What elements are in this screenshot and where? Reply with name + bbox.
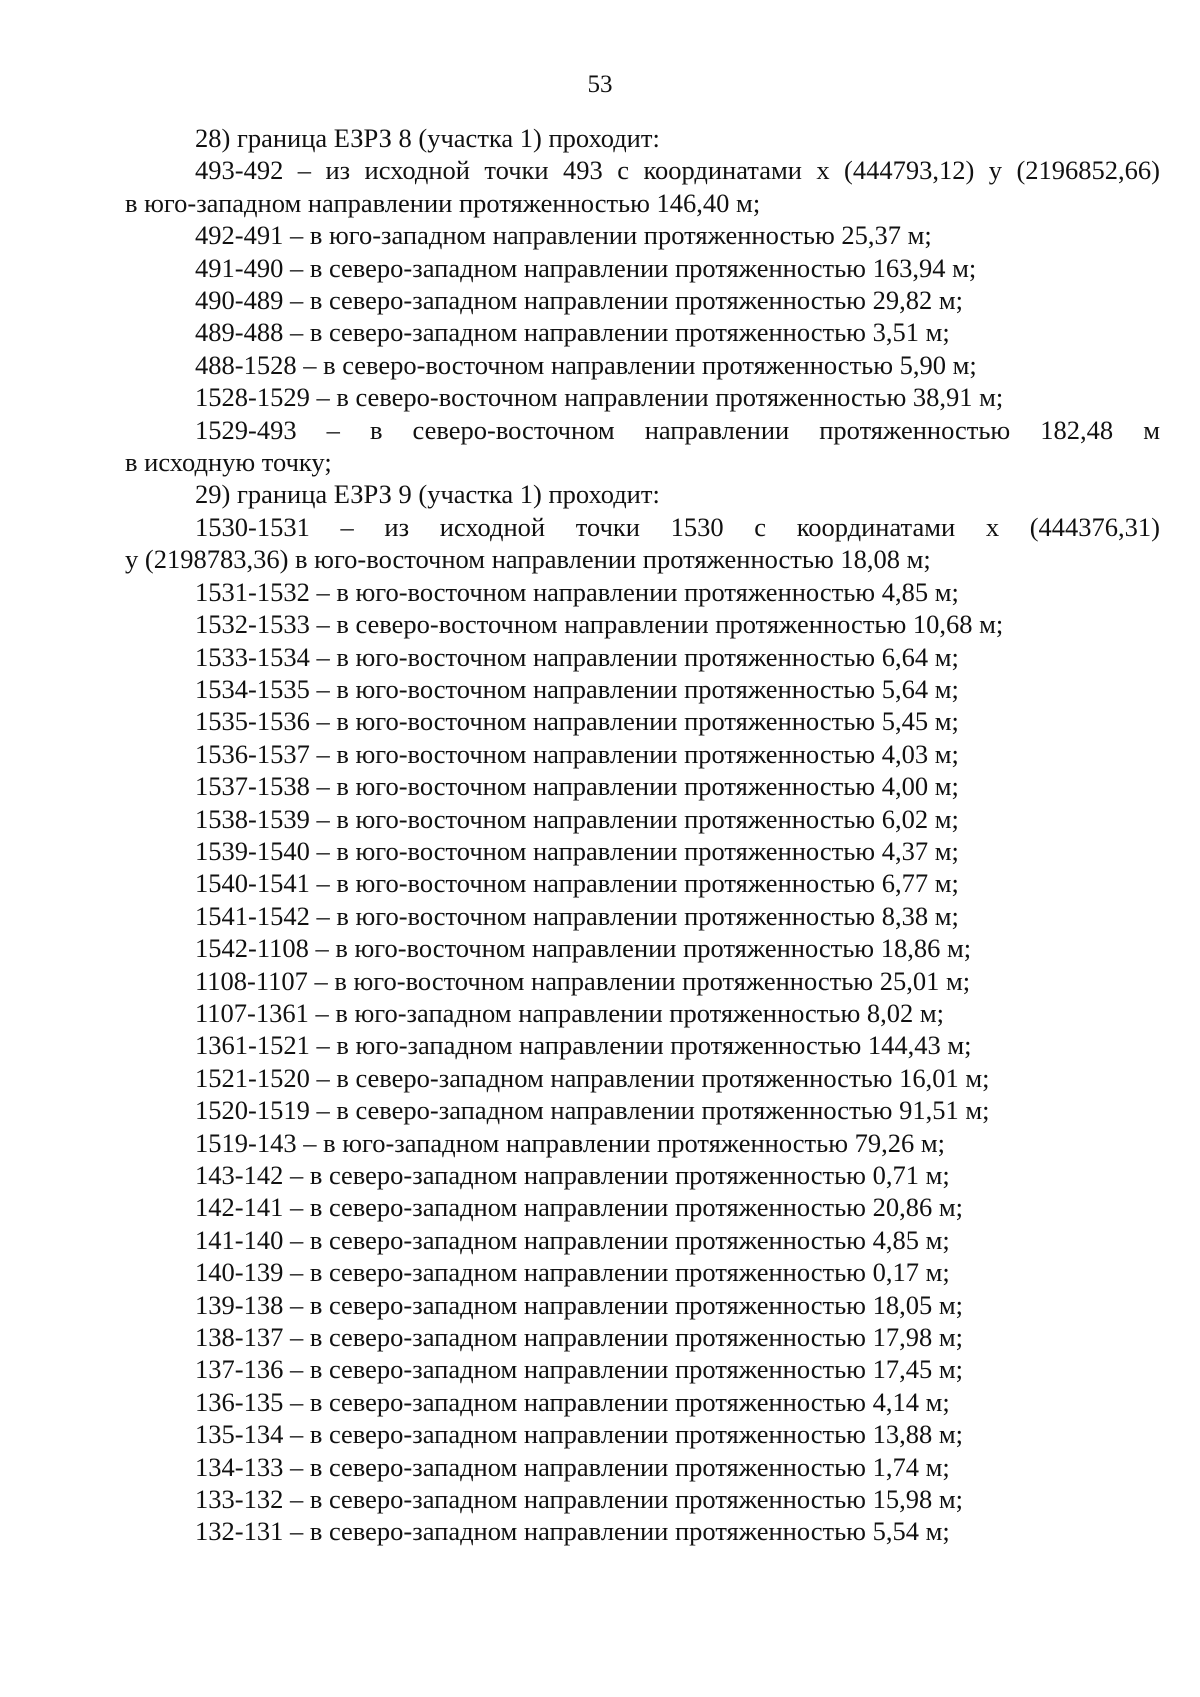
section-29-item: 1538-1539 – в юго-восточном направлении протяженностью 6,02 м; (195, 803, 959, 834)
section-29-item: 139-138 – в северо-западном направлении протяженностью 18,05 м; (195, 1289, 963, 1320)
section-28-first-line: 493-492 – из исходной точки 493 с координатами х (444793,12) у (2196852,66) (195, 155, 1160, 186)
section-29-item: 1107-1361 – в юго-западном направлении протяженностью 8,02 м; (195, 997, 945, 1028)
section-28-item: 492-491 – в юго-западном направлении протяженностью 25,37 м; (195, 220, 932, 251)
section-29-item: 141-140 – в северо-западном направлении протяженностью 4,85 м; (195, 1224, 950, 1255)
section-29-item: 138-137 – в северо-западном направлении протяженностью 17,98 м; (195, 1322, 963, 1353)
section-29-item: 134-133 – в северо-западном направлении протяженностью 1,74 м; (195, 1451, 950, 1482)
section-29-item: 137-136 – в северо-западном направлении протяженностью 17,45 м; (195, 1354, 963, 1385)
section-29-item: 132-131 – в северо-западном направлении протяженностью 5,54 м; (195, 1516, 950, 1547)
section-29-item: 142-141 – в северо-западном направлении протяженностью 20,86 м; (195, 1192, 963, 1223)
section-28-first-continuation: в юго-западном направлении протяженностью 146,40 м; (125, 187, 761, 218)
section-29-item: 1532-1533 – в северо-восточном направлении протяженностью 10,68 м; (195, 609, 1004, 640)
document-body (125, 122, 1160, 1548)
section-28-item: 490-489 – в северо-западном направлении протяженностью 29,82 м; (195, 285, 963, 316)
section-29-item: 140-139 – в северо-западном направлении протяженностью 0,17 м; (195, 1257, 950, 1288)
section-29-item: 136-135 – в северо-западном направлении протяженностью 4,14 м; (195, 1386, 950, 1417)
section-29-item: 1521-1520 – в северо-западном направлении протяженностью 16,01 м; (195, 1062, 990, 1093)
section-29-item: 1536-1537 – в юго-восточном направлении протяженностью 4,03 м; (195, 738, 959, 769)
section-29-item: 1537-1538 – в юго-восточном направлении протяженностью 4,00 м; (195, 771, 959, 802)
section-29-item: 135-134 – в северо-западном направлении протяженностью 13,88 м; (195, 1419, 963, 1450)
section-29-item: 143-142 – в северо-западном направлении протяженностью 0,71 м; (195, 1160, 950, 1190)
section-29-heading: 29) граница ЕЗРЗ 9 (участка 1) проходит: (195, 479, 660, 510)
section-28-item: 1528-1529 – в северо-восточном направлении протяженностью 38,91 м; (195, 382, 1004, 413)
page-number: 53 (587, 71, 613, 98)
section-29-item: 1533-1534 – в юго-восточном направлении протяженностью 6,64 м; (195, 641, 959, 672)
section-29-item: 133-132 – в северо-западном направлении протяженностью 15,98 м; (195, 1484, 963, 1515)
section-29-item: 1535-1536 – в юго-восточном направлении протяженностью 5,45 м; (195, 706, 959, 737)
section-29-item: 1108-1107 – в юго-восточном направлении протяженностью 25,01 м; (195, 965, 971, 996)
section-29-item: 1519-143 – в юго-западном направлении протяженностью 79,26 м; (195, 1127, 946, 1158)
section-29-item: 1520-1519 – в северо-западном направлении протяженностью 91,51 м; (195, 1095, 990, 1126)
section-29-item: 1531-1532 – в юго-восточном направлении протяженностью 4,85 м; (195, 576, 959, 607)
section-29-item: 1534-1535 – в юго-восточном направлении протяженностью 5,64 м; (195, 673, 959, 704)
section-29-first-continuation: у (2198783,36) в юго-восточном направлении протяженностью 18,08 м; (125, 544, 931, 575)
section-28-last-continuation: в исходную точку; (125, 447, 332, 478)
section-29-item: 1539-1540 – в юго-восточном направлении протяженностью 4,37 м; (195, 835, 959, 866)
section-28-last-line: 1529-493 – в северо-восточном направлении протяженностью 182,48 м (195, 414, 1160, 445)
section-28-item: 488-1528 – в северо-восточном направлении протяженностью 5,90 м; (195, 349, 977, 380)
section-28-item: 489-488 – в северо-западном направлении протяженностью 3,51 м; (195, 317, 950, 348)
section-29-item: 1361-1521 – в юго-западном направлении протяженностью 144,43 м; (195, 1030, 972, 1061)
section-29-item: 1540-1541 – в юго-восточном направлении протяженностью 6,77 м; (195, 868, 959, 899)
section-28-item: 491-490 – в северо-западном направлении протяженностью 163,94 м; (195, 252, 977, 283)
section-28-heading: 28) граница ЕЗРЗ 8 (участка 1) проходит: (195, 123, 660, 153)
section-29-first-line: 1530-1531 – из исходной точки 1530 с координатами х (444376,31) (195, 511, 1160, 542)
section-29-item: 1541-1542 – в юго-восточном направлении протяженностью 8,38 м; (195, 900, 959, 931)
section-29-item: 1542-1108 – в юго-восточном направлении протяженностью 18,86 м; (195, 933, 972, 964)
